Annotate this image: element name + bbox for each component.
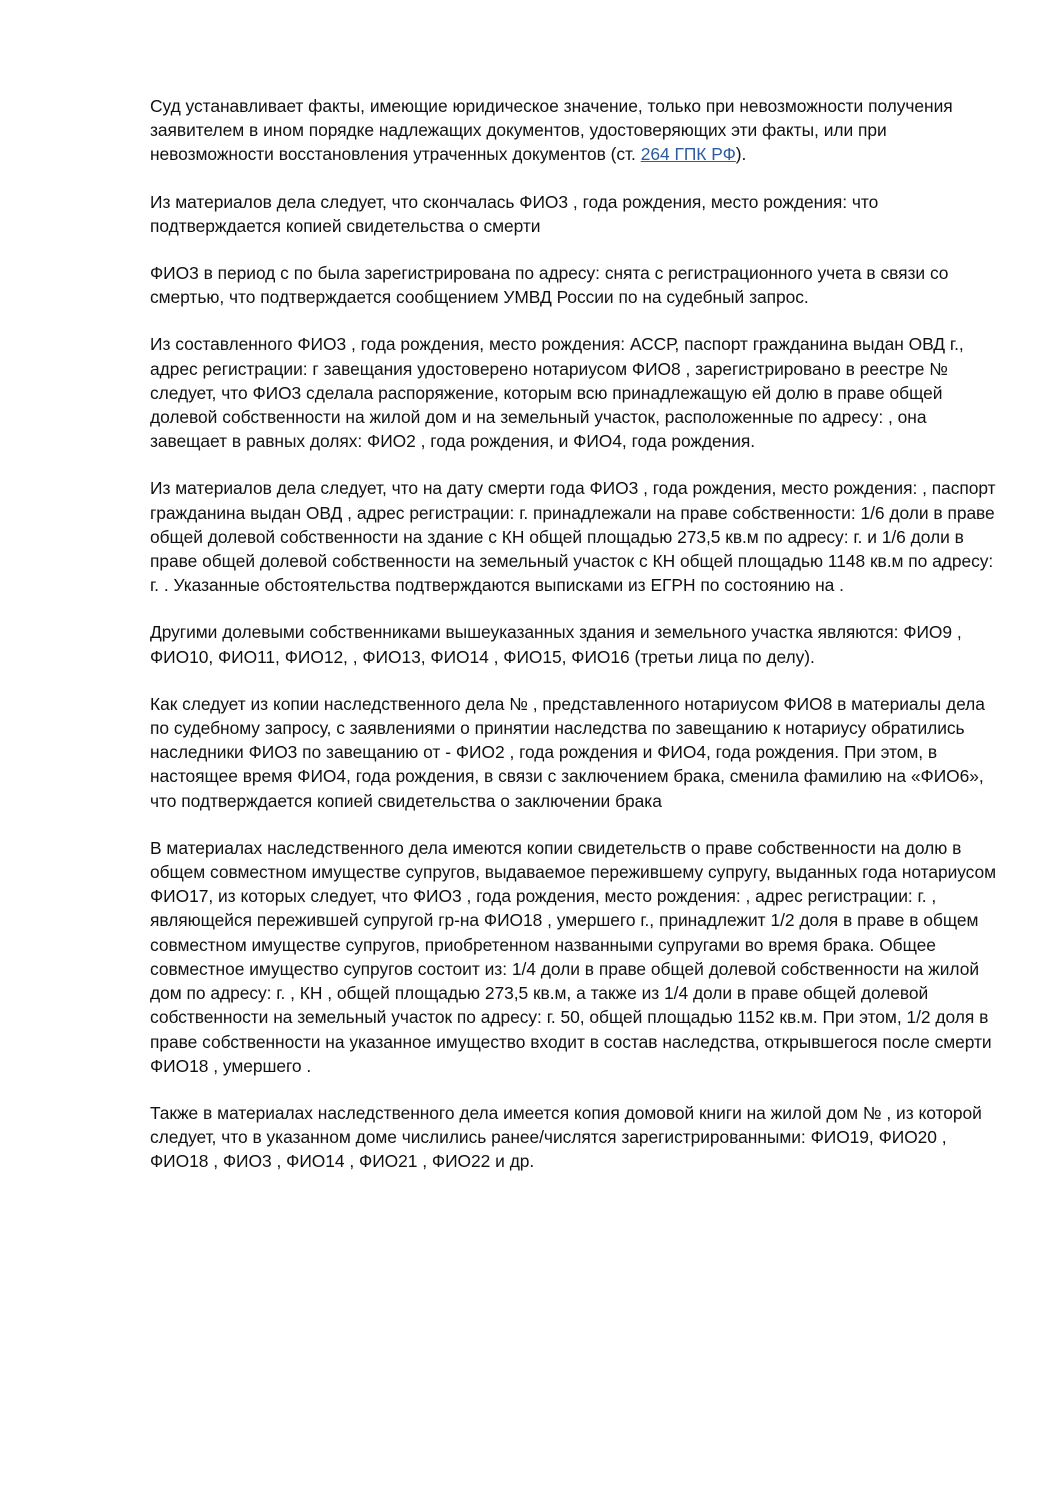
- paragraph-inheritance-case: [150, 692, 997, 813]
- paragraph-house-register: [150, 1101, 997, 1174]
- paragraph-text: Суд устанавливает факты, имеющие юридическое значение, только при невозможности получения заявителем в ином порядке надлежащих документов, удостоверяющих эти факты, или при невозможности восстановления утраченных документов (ст.: [150, 96, 953, 165]
- paragraph-text: Из составленного ФИО3 , года рождения, место рождения: АССР, паспорт гражданина выдан ОВД г., адрес регистрации: г завещания удостоверено нотариусом ФИО8 , зарегистрировано в реестре № следует, что ФИО3 сделала распоряжение, которым всю принадлежащую ей долю в праве общей долевой собственности на жилой дом и на земельный участок, расположенные по адресу: , она завещает в равных долях: ФИО2 , года рождения, и ФИО4, года рождения.: [150, 334, 964, 452]
- paragraph-text: Из материалов дела следует, что скончалась ФИО3 , года рождения, место рождения: что подтверждается копией свидетельства о смерти: [150, 191, 879, 236]
- paragraph-court-establishes-facts: [150, 94, 997, 167]
- paragraph-will-notary: [150, 332, 997, 453]
- paragraph-text: Из материалов дела следует, что на дату смерти года ФИО3 , года рождения, место рождения: , паспорт гражданина выдан ОВД , адрес регистрации: г. принадлежали на праве собственности: 1/6 доли в праве общей долевой собственности на здание с КН общей площадью 273,5 кв.м по адресу: г. и 1/6 доли в праве общей долевой собственности на земельный участок с КН общей площадью 1148 кв.м по адресу: г. . Указанные обстоятельства подтверждаются выписками из ЕГРН по состоянию на .: [150, 478, 996, 596]
- paragraph-text: ФИО3 в период с по была зарегистрирована по адресу: снята с регистрационного учета в связи со смертью, что подтверждается сообщением УМВД России по на судебный запрос.: [150, 263, 949, 308]
- paragraph-text: В материалах наследственного дела имеются копии свидетельств о праве собственности на долю в общем совместном имуществе супругов, выдаваемое пережившему супругу, выданных года нотариусом ФИО17, из которых следует, что ФИО3 , года рождения, место рождения: , адрес регистрации: г. , являющейся пережившей супругой гр-на ФИО18 , умершего г., принадлежит 1/2 доля в праве в общем совместном имуществе супругов, приобретенном названными супругами во время брака. Общее совместное имущество супругов состоит из: 1/4 доли в праве общей долевой собственности на жилой дом по адресу: г. , КН , общей площадью 273,5 кв.м, а также из 1/4 доли в праве общей долевой собственности на земельный участок по адресу: г. 50, общей площадью 1152 кв.м. При этом, 1/2 доля в праве собственности на указанное имущество входит в состав наследства, открывшегося после смерти ФИО18 , умершего .: [150, 837, 997, 1076]
- document-body: [150, 94, 997, 1174]
- paragraph-text: Также в материалах наследственного дела имеется копия домовой книги на жилой дом № , из которой следует, что в указанном доме числились ранее/числятся зарегистрированными: ФИО19, ФИО20 , ФИО18 , ФИО3 , ФИО14 , ФИО21 , ФИО22 и др.: [150, 1102, 982, 1172]
- statute-link[interactable]: 264 ГПК РФ: [640, 144, 736, 165]
- paragraph-registration-record: [150, 261, 997, 309]
- paragraph-other-co-owners: [150, 620, 997, 668]
- paragraph-death-certificate: [150, 190, 997, 238]
- paragraph-property-shares: [150, 476, 997, 597]
- paragraph-text: ).: [735, 144, 747, 165]
- paragraph-text: Другими долевыми собственниками вышеуказанных здания и земельного участка являются: ФИО9 , ФИО10, ФИО11, ФИО12, , ФИО13, ФИО14 , ФИО15, ФИО16 (третьи лица по делу).: [150, 622, 962, 667]
- paragraph-marital-property: [150, 836, 997, 1078]
- paragraph-text: Как следует из копии наследственного дела № , представленного нотариусом ФИО8 в материалы дела по судебному запросу, с заявлениями о принятии наследства по завещанию к нотариусу обратились наследники ФИО3 по завещанию от - ФИО2 , года рождения и ФИО4, года рождения. При этом, в настоящее время ФИО4, года рождения, в связи с заключением брака, сменила фамилию на «ФИО6», что подтверждается копией свидетельства о заключении брака: [150, 693, 985, 811]
